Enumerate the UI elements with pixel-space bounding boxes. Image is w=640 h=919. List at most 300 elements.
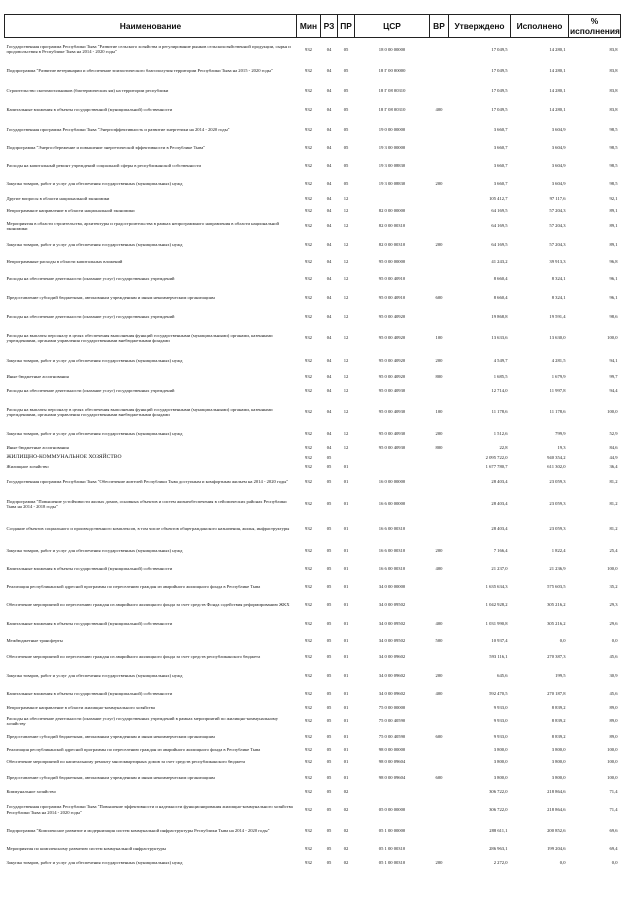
row-rz: 04 xyxy=(326,445,332,451)
row-vr: 200 xyxy=(435,860,443,866)
row-csr: 05 0 00 00000 xyxy=(378,806,406,812)
row-vr xyxy=(430,205,449,217)
row-csr: 34 0 00 09502 xyxy=(378,637,406,643)
row-executed: 270 187,8 xyxy=(547,691,566,697)
row-name: Коммунальное хозяйство xyxy=(6,789,56,795)
row-executed: 575 603,5 xyxy=(547,584,566,590)
row-min: 932 xyxy=(305,313,312,319)
row-rz: 05 xyxy=(326,526,332,532)
row-csr: 34 0 00 09502 xyxy=(378,620,406,626)
table-row xyxy=(5,38,621,61)
row-percent: 83,8 xyxy=(609,106,618,112)
row-name: Создание объектов социального и производственного комплексов, в том числе объектов общегражданского назначения, жилья, инфраструктуры xyxy=(6,526,290,532)
row-pr: 01 xyxy=(343,774,349,780)
row-csr: 75 0 00 00000 xyxy=(378,705,406,711)
row-executed: 199 204,6 xyxy=(547,845,566,851)
row-approved: 28 403,4 xyxy=(491,501,508,507)
row-csr: 34 0 00 09502 xyxy=(378,601,406,607)
row-rz: 05 xyxy=(326,691,332,697)
table-row xyxy=(5,634,621,648)
row-name: Иные бюджетные ассигнования xyxy=(6,373,69,379)
row-executed: 23 059,3 xyxy=(549,526,566,532)
row-csr: 19 0 00 00000 xyxy=(378,126,406,132)
header-rz: РЗ xyxy=(321,15,338,38)
row-vr xyxy=(430,786,449,799)
row-min: 932 xyxy=(305,584,312,590)
row-name: Капитальные вложения в объекты государственной (муниципальной) собственности xyxy=(6,566,173,572)
row-csr: 82 0 00 00310 xyxy=(378,223,406,229)
row-executed: 14 280,1 xyxy=(549,106,566,112)
row-executed: 799,9 xyxy=(555,430,566,436)
row-approved: 1 042 928,2 xyxy=(485,601,508,607)
row-percent: 45,6 xyxy=(609,691,618,697)
row-vr xyxy=(430,799,449,821)
row-approved: 1 635 634,3 xyxy=(485,584,508,590)
row-approved: 19 868,8 xyxy=(491,313,508,319)
row-approved: 12 714,0 xyxy=(491,388,508,394)
row-percent: 89,0 xyxy=(609,705,618,711)
row-pr: 12 xyxy=(343,409,349,415)
row-csr: 05 1 00 00310 xyxy=(378,845,406,851)
row-executed: 270 387,3 xyxy=(547,654,566,660)
row-pr: 12 xyxy=(343,335,349,341)
table-row xyxy=(5,326,621,351)
row-name: Подпрограмма "Комплексное развитие и модернизация систем коммунальной инфраструктуры Республики Тыва на 2014 - 2020 годы" xyxy=(6,828,270,834)
row-pr: 12 xyxy=(343,276,349,282)
table-row xyxy=(5,755,621,770)
row-rz: 04 xyxy=(326,207,332,213)
row-min: 932 xyxy=(305,828,312,834)
row-min: 932 xyxy=(305,464,312,470)
table-row xyxy=(5,140,621,157)
row-pr: 01 xyxy=(343,620,349,626)
row-percent: 25,4 xyxy=(609,547,618,553)
row-rz: 04 xyxy=(326,162,332,168)
row-approved: 286 963,1 xyxy=(489,845,508,851)
row-pr: 02 xyxy=(343,860,349,866)
row-min: 932 xyxy=(305,691,312,697)
row-csr: 19 3 00 08830 xyxy=(378,180,406,186)
row-approved: 8 660,4 xyxy=(493,276,508,282)
row-approved: 306 722,0 xyxy=(489,789,508,795)
row-pr: 01 xyxy=(343,654,349,660)
table-row xyxy=(5,61,621,82)
row-executed: 11 997,8 xyxy=(549,388,566,394)
budget-table xyxy=(4,14,621,871)
row-rz: 05 xyxy=(326,806,332,812)
table-row xyxy=(5,443,621,454)
row-vr xyxy=(430,472,449,492)
row-percent: 100,0 xyxy=(607,566,618,572)
table-row xyxy=(5,821,621,842)
row-approved: 64 169,5 xyxy=(491,207,508,213)
row-vr xyxy=(430,454,449,463)
row-executed: 21 236,9 xyxy=(549,566,566,572)
row-name: Капитальные вложения в объекты государственной (муниципальной) собственности xyxy=(6,691,173,697)
row-csr: 98 0 00 00000 xyxy=(378,746,406,752)
row-executed: 8 839,2 xyxy=(551,705,566,711)
row-executed: 14 280,1 xyxy=(549,46,566,52)
row-percent: 98,5 xyxy=(609,145,618,151)
row-csr: 95 0 00 40920 xyxy=(378,313,406,319)
row-approved: 3 800,0 xyxy=(493,774,508,780)
row-name: Реализация республиканской адресной программы по переселению граждан из аварийного жилищного фонда в Республике Тыва xyxy=(6,584,261,590)
row-name: Расходы на выплаты персоналу в целях обеспечения выполнения функций государственными (муниципальными) органами, казенными учреждениями, органами управления государственными внебюджетными фондами xyxy=(6,332,273,343)
row-name: Иные бюджетные ассигнования xyxy=(6,445,69,451)
row-executed: 3 800,0 xyxy=(551,746,566,752)
row-min: 932 xyxy=(305,68,312,74)
row-min: 932 xyxy=(305,620,312,626)
row-executed: 19,3 xyxy=(557,445,566,451)
row-min: 932 xyxy=(305,409,312,415)
row-pr: 12 xyxy=(343,357,349,363)
row-pr: 01 xyxy=(343,566,349,572)
row-csr: 34 0 00 00000 xyxy=(378,584,406,590)
row-rz: 05 xyxy=(326,789,332,795)
row-csr: 05 1 00 00000 xyxy=(378,828,406,834)
row-pr: 01 xyxy=(343,501,349,507)
row-name: Предоставление субсидий бюджетным, автономным учреждениям и иным некоммерческим организациям xyxy=(6,774,215,780)
row-rz: 04 xyxy=(326,388,332,394)
row-vr xyxy=(430,713,449,730)
row-name: Другие вопросы в области национальной экономики xyxy=(6,195,110,201)
row-rz: 05 xyxy=(326,455,332,461)
row-pr: 01 xyxy=(343,526,349,532)
row-approved: 3 660,7 xyxy=(493,162,508,168)
row-vr xyxy=(430,254,449,271)
row-executed: 200 852,6 xyxy=(547,828,566,834)
table-row xyxy=(5,685,621,704)
row-rz: 04 xyxy=(326,259,332,265)
row-pr: 01 xyxy=(343,478,349,484)
row-percent: 83,8 xyxy=(609,68,618,74)
row-pr: 05 xyxy=(343,106,349,112)
row-percent: 81,2 xyxy=(609,501,618,507)
row-pr: 01 xyxy=(343,547,349,553)
row-rz: 05 xyxy=(326,759,332,765)
row-vr xyxy=(430,842,449,856)
row-pr: 05 xyxy=(343,46,349,52)
row-pr: 05 xyxy=(343,68,349,74)
table-row xyxy=(5,770,621,786)
row-name: Закупка товаров, работ и услуг для обеспечения государственных (муниципальных) нужд xyxy=(6,672,183,678)
row-pr xyxy=(338,454,355,463)
row-executed: 19 591,4 xyxy=(549,313,566,319)
row-csr: 16 6 00 00310 xyxy=(378,526,406,532)
row-csr: 95 0 00 40930 xyxy=(378,445,406,451)
row-rz: 05 xyxy=(326,478,332,484)
row-executed: 23 059,3 xyxy=(549,501,566,507)
row-executed: 3 800,0 xyxy=(551,774,566,780)
row-rz: 05 xyxy=(326,547,332,553)
table-row xyxy=(5,560,621,579)
row-percent: 45,6 xyxy=(609,654,618,660)
row-executed: 3 604,9 xyxy=(551,126,566,132)
row-approved: 3 660,7 xyxy=(493,180,508,186)
row-min: 932 xyxy=(305,566,312,572)
row-name: Расходы на обеспечение деятельности (оказание услуг) государственных учреждений xyxy=(6,388,175,394)
row-executed: 1 822,4 xyxy=(551,547,566,553)
row-pr: 02 xyxy=(343,806,349,812)
row-pr: 01 xyxy=(343,746,349,752)
row-pr: 12 xyxy=(343,445,349,451)
row-rz: 04 xyxy=(326,294,332,300)
row-csr: 16 6 00 00000 xyxy=(378,501,406,507)
row-pr: 12 xyxy=(343,313,349,319)
row-rz: 05 xyxy=(326,584,332,590)
row-approved: 3 800,0 xyxy=(493,759,508,765)
row-approved: 9 933,0 xyxy=(493,718,508,724)
row-rz: 04 xyxy=(326,241,332,247)
row-min: 932 xyxy=(305,195,312,201)
row-executed: 8 839,2 xyxy=(551,718,566,724)
row-csr: 95 0 00 40930 xyxy=(378,430,406,436)
row-vr: 400 xyxy=(435,620,443,626)
row-percent: 69,4 xyxy=(609,845,618,851)
table-row xyxy=(5,799,621,821)
row-vr: 400 xyxy=(435,106,443,112)
row-approved: 2 272,0 xyxy=(493,860,508,866)
row-min: 932 xyxy=(305,106,312,112)
table-row xyxy=(5,383,621,400)
row-executed: 199,5 xyxy=(555,672,566,678)
table-row xyxy=(5,492,621,517)
table-row xyxy=(5,157,621,175)
row-executed: 8 839,2 xyxy=(551,734,566,740)
row-percent: 89,0 xyxy=(609,718,618,724)
row-percent: 81,2 xyxy=(609,526,618,532)
row-csr: 75 0 00 40590 xyxy=(378,734,406,740)
row-vr xyxy=(430,704,449,713)
row-name: ЖИЛИЩНО-КОММУНАЛЬНОЕ ХОЗЯЙСТВО xyxy=(6,454,122,461)
row-executed: 305 216,2 xyxy=(547,601,566,607)
row-pr: 01 xyxy=(343,691,349,697)
row-vr: 100 xyxy=(435,409,443,415)
table-row xyxy=(5,120,621,140)
row-executed: 3 604,9 xyxy=(551,145,566,151)
row-approved: 64 169,5 xyxy=(491,223,508,229)
row-vr xyxy=(430,140,449,157)
row-approved: 7 166,4 xyxy=(493,547,508,553)
row-min: 932 xyxy=(305,87,312,93)
row-rz: 04 xyxy=(326,106,332,112)
row-pr: 02 xyxy=(343,845,349,851)
row-approved: 9 933,0 xyxy=(493,705,508,711)
table-row xyxy=(5,217,621,236)
table-row xyxy=(5,271,621,288)
row-pr: 05 xyxy=(343,145,349,151)
row-approved: 645,6 xyxy=(497,672,508,678)
row-pr: 01 xyxy=(343,601,349,607)
row-vr xyxy=(430,82,449,100)
row-percent: 100,0 xyxy=(607,759,618,765)
row-pr: 01 xyxy=(343,637,349,643)
row-percent: 83,8 xyxy=(609,46,618,52)
row-vr xyxy=(430,383,449,400)
header-executed: Исполнено xyxy=(511,15,569,38)
row-min: 932 xyxy=(305,637,312,643)
row-executed: 57 204,3 xyxy=(549,223,566,229)
table-row xyxy=(5,856,621,871)
row-percent: 89,1 xyxy=(609,223,618,229)
row-pr: 02 xyxy=(343,828,349,834)
table-row xyxy=(5,175,621,193)
row-approved: 21 237,0 xyxy=(491,566,508,572)
row-vr xyxy=(430,579,449,596)
row-min: 932 xyxy=(305,126,312,132)
row-min: 932 xyxy=(305,207,312,213)
row-name: Реализация республиканской адресной программы по переселению граждан из аварийного жилищного фонда в Республике Тыва xyxy=(6,746,261,752)
row-pr: 01 xyxy=(343,759,349,765)
row-vr xyxy=(430,492,449,517)
row-csr: 82 0 00 00000 xyxy=(378,207,406,213)
row-percent: 71,4 xyxy=(609,789,618,795)
table-row xyxy=(5,596,621,614)
row-executed: 0,0 xyxy=(559,860,566,866)
row-executed: 57 204,3 xyxy=(549,207,566,213)
row-executed: 57 204,3 xyxy=(549,241,566,247)
table-row xyxy=(5,614,621,634)
row-executed: 218 864,6 xyxy=(547,789,566,795)
row-csr: 75 0 00 40590 xyxy=(378,718,406,724)
table-row xyxy=(5,472,621,492)
table-header xyxy=(5,15,621,38)
table-row xyxy=(5,463,621,472)
row-csr: 95 0 00 40930 xyxy=(378,409,406,415)
row-min: 932 xyxy=(305,276,312,282)
row-csr: 34 0 00 09602 xyxy=(378,672,406,678)
table-row xyxy=(5,579,621,596)
row-percent: 81,2 xyxy=(609,478,618,484)
row-percent: 96,1 xyxy=(609,294,618,300)
row-vr xyxy=(430,463,449,472)
row-rz: 04 xyxy=(326,313,332,319)
header-vr: ВР xyxy=(430,15,449,38)
row-name: Межбюджетные трансферты xyxy=(6,637,63,643)
row-percent: 89,1 xyxy=(609,241,618,247)
row-vr: 600 xyxy=(435,774,443,780)
row-rz: 05 xyxy=(326,672,332,678)
row-vr: 600 xyxy=(435,734,443,740)
row-name: Закупка товаров, работ и услуг для обеспечения государственных (муниципальных) нужд xyxy=(6,860,183,866)
row-approved: 28 403,4 xyxy=(491,526,508,532)
row-rz: 04 xyxy=(326,126,332,132)
row-csr: 95 0 00 40920 xyxy=(378,357,406,363)
row-rz: 04 xyxy=(326,46,332,52)
row-name: Обеспечение мероприятий по переселению граждан из аварийного жилищного фонда за счет средств Фонда содействия реформированию ЖКХ xyxy=(6,601,290,607)
row-name: Обеспечение мероприятий по переселению граждан из аварийного жилищного фонда за счет средств республиканского бюджета xyxy=(6,654,261,660)
table-row xyxy=(5,745,621,755)
row-executed: 4 281,5 xyxy=(551,357,566,363)
row-name: Жилищное хозяйство xyxy=(6,464,49,470)
row-approved: 22,8 xyxy=(499,445,508,451)
table-row xyxy=(5,542,621,560)
row-percent: 36,4 xyxy=(609,464,618,470)
row-approved: 41 243,2 xyxy=(491,259,508,265)
row-csr: 95 0 00 40910 xyxy=(378,294,406,300)
row-csr: 95 0 00 40920 xyxy=(378,373,406,379)
table-row xyxy=(5,308,621,326)
row-rz: 04 xyxy=(326,357,332,363)
row-min: 932 xyxy=(305,46,312,52)
row-name: Мероприятия по комплексному развитию систем коммунальной инфраструктуры xyxy=(6,845,166,851)
row-min: 932 xyxy=(305,654,312,660)
row-min: 932 xyxy=(305,734,312,740)
row-name: Закупка товаров, работ и услуг для обеспечения государственных (муниципальных) нужд xyxy=(6,430,183,436)
row-executed: 0,0 xyxy=(559,637,566,643)
row-vr xyxy=(430,648,449,667)
row-rz: 04 xyxy=(326,180,332,186)
row-rz: 05 xyxy=(326,620,332,626)
row-name: Капитальные вложения в объекты государственной (муниципальной) собственности xyxy=(6,620,173,626)
row-approved: 11 178,6 xyxy=(491,409,508,415)
row-percent: 71,4 xyxy=(609,806,618,812)
row-min: 932 xyxy=(305,373,312,379)
table-row xyxy=(5,730,621,745)
row-rz: 05 xyxy=(326,828,332,834)
row-name: Закупка товаров, работ и услуг для обеспечения государственных (муниципальных) нужд xyxy=(6,180,183,186)
row-name: Подпрограмма "Энергосбережение и повышение энергетической эффективности в Республике Тыва" xyxy=(6,145,206,151)
header-name: Наименование xyxy=(5,15,297,38)
row-csr: 95 0 00 40930 xyxy=(378,388,406,394)
row-vr: 800 xyxy=(435,445,443,451)
row-pr: 12 xyxy=(343,195,349,201)
row-pr: 05 xyxy=(343,126,349,132)
table-row xyxy=(5,351,621,371)
row-executed: 3 604,9 xyxy=(551,162,566,168)
row-vr: 200 xyxy=(435,180,443,186)
row-approved: 3 660,7 xyxy=(493,145,508,151)
row-min: 932 xyxy=(305,357,312,363)
row-rz: 05 xyxy=(326,566,332,572)
row-executed: 940 354,2 xyxy=(547,455,566,461)
row-approved: 9 933,0 xyxy=(493,734,508,740)
row-pr: 12 xyxy=(343,207,349,213)
row-rz: 05 xyxy=(326,845,332,851)
row-name: Государственная программа Республики Тыва "Обеспечение жителей Республики Тыва доступным и комфортным жильем на 2014 - 2020 годы" xyxy=(6,478,289,484)
row-csr: 19 3 00 00000 xyxy=(378,145,406,151)
row-csr xyxy=(355,454,430,463)
row-pr: 12 xyxy=(343,373,349,379)
row-name: Расходы на обеспечение деятельности (оказание услуг) государственных учреждений xyxy=(6,313,175,319)
table-row xyxy=(5,842,621,856)
row-approved: 2 095 722,0 xyxy=(485,455,508,461)
table-row xyxy=(5,371,621,383)
table-row xyxy=(5,400,621,425)
row-approved: 17 049,5 xyxy=(491,87,508,93)
row-approved: 17 049,5 xyxy=(491,68,508,74)
row-percent: 98,6 xyxy=(609,313,618,319)
row-percent: 30,9 xyxy=(609,672,618,678)
row-min: 932 xyxy=(305,388,312,394)
row-approved: 17 049,5 xyxy=(491,106,508,112)
row-name: Государственная программа Республики Тыва "Энергоэффективность и развитие энергетики на 2014 - 2020 годы" xyxy=(6,126,230,132)
row-percent: 44,9 xyxy=(609,455,618,461)
row-executed: 39 913,3 xyxy=(549,259,566,265)
row-approved: 64 169,5 xyxy=(491,241,508,247)
row-rz: 05 xyxy=(326,774,332,780)
row-vr xyxy=(430,745,449,755)
row-pr: 12 xyxy=(343,241,349,247)
row-rz: 05 xyxy=(326,860,332,866)
row-pr: 01 xyxy=(343,584,349,590)
table-row xyxy=(5,205,621,217)
row-csr: 16 0 00 00000 xyxy=(378,478,406,484)
row-approved: 3 800,0 xyxy=(493,746,508,752)
row-min: 932 xyxy=(305,445,312,451)
row-name: Расходы на обеспечение деятельности (оказание услуг) государственных учреждений xyxy=(6,276,175,282)
row-approved: 1 512,6 xyxy=(493,430,508,436)
